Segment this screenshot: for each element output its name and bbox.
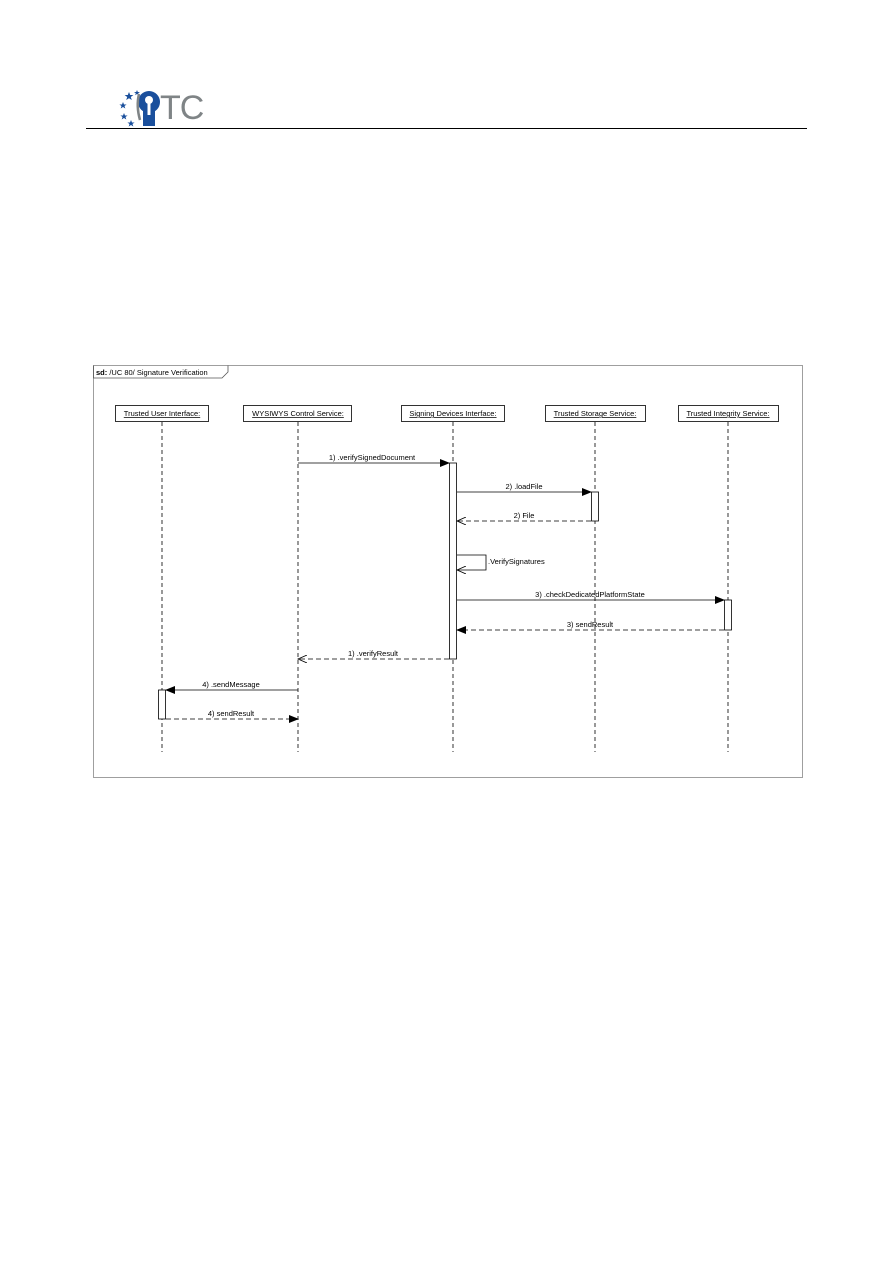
message-verify-signed-document: [298, 453, 449, 463]
message-verify-result: [298, 649, 449, 659]
message-label: 2) File: [513, 511, 535, 520]
message-verify-signatures-self: [457, 555, 545, 570]
message-send-result-integrity: [457, 620, 724, 630]
message-file-return: [457, 511, 591, 521]
message-label: 4) .sendMessage: [202, 680, 260, 689]
lifeline-label: Trusted User Interface:: [123, 409, 201, 418]
lifeline-label: Signing Devices Interface:: [409, 409, 497, 418]
message-label: .VerifySignatures: [488, 557, 545, 566]
lifeline-trusted-storage-service: [546, 406, 646, 753]
activation-bar-storage: [592, 492, 599, 521]
message-send-result-user: [166, 709, 298, 719]
message-label: 2) .loadFile: [505, 482, 543, 491]
lifeline-label: Trusted Integrity Service:: [686, 409, 770, 418]
message-send-message: [166, 680, 298, 690]
frame-title: sd: /UC 80/ Signature Verification: [96, 368, 208, 377]
lifeline-trusted-integrity-service: [679, 406, 779, 753]
message-label: 3) .checkDedicatedPlatformState: [535, 590, 645, 599]
message-load-file: [457, 482, 591, 492]
message-label: 1) .verifyResult: [347, 649, 399, 658]
message-check-platform-state: [457, 590, 724, 600]
activation-bar-signing-devices: [450, 463, 457, 659]
lifeline-label: WYSIWYS Control Service:: [252, 409, 344, 418]
diagram-frame: [94, 366, 803, 778]
message-label: 4) sendResult: [207, 709, 255, 718]
logo-text: TC: [160, 89, 204, 127]
message-label: 3) sendResult: [566, 620, 614, 629]
lifeline-label: Trusted Storage Service:: [553, 409, 637, 418]
message-label: 1) .verifySignedDocument: [328, 453, 416, 462]
activation-bar-user-interface: [159, 690, 166, 719]
activation-bar-integrity: [725, 600, 732, 630]
